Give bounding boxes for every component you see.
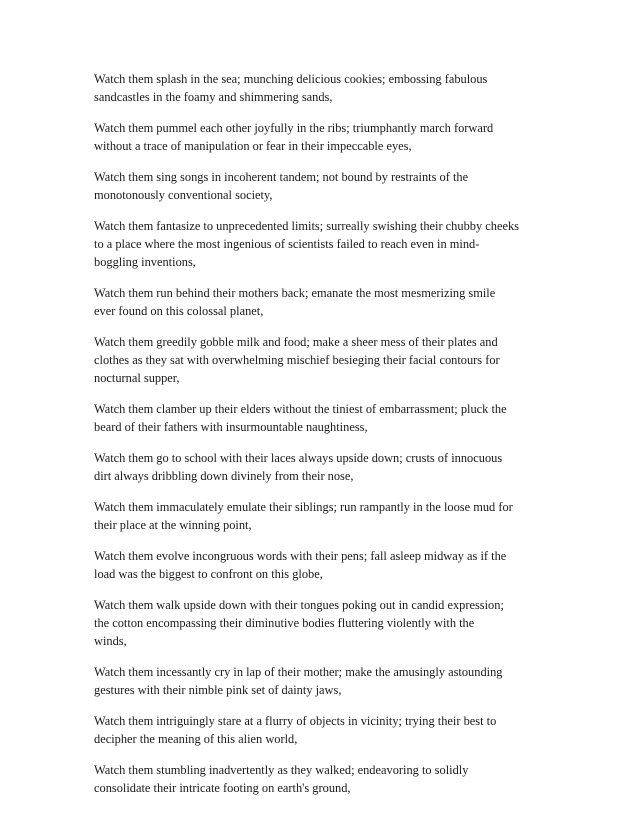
stanza-10 [94,547,554,583]
poem-line: Watch them run behind their mothers back; emanate the most mesmerizing smile [94,286,496,300]
poem-line: Watch them fantasize to unprecedented limits; surreally swishing their chubby cheeks [94,219,519,233]
poem-line: dirt always dribbling down divinely from their nose, [94,469,354,483]
poem-line: Watch them evolve incongruous words with their pens; fall asleep midway as if the [94,549,507,563]
poem-line: Watch them incessantly cry in lap of their mother; make the amusingly astounding [94,665,503,679]
stanza-12 [94,663,554,699]
poem-line: ever found on this colossal planet, [94,304,264,318]
poem-line: boggling inventions, [94,255,196,269]
poem-line: Watch them stumbling inadvertently as they walked; endeavoring to solidly [94,763,469,777]
poem-line: decipher the meaning of this alien world, [94,732,298,746]
poem-line: Watch them immaculately emulate their siblings; run rampantly in the loose mud for [94,500,513,514]
poem-line: their place at the winning point, [94,518,252,532]
poem-body [94,70,554,810]
poem-line: Watch them clamber up their elders without the tiniest of embarrassment; pluck the [94,402,507,416]
stanza-2 [94,119,554,155]
poem-line: Watch them go to school with their laces always upside down; crusts of innocuous [94,451,503,465]
poem-line: Watch them walk upside down with their tongues poking out in candid expression; [94,598,504,612]
stanza-14 [94,761,554,797]
stanza-7 [94,400,554,436]
poem-line: gestures with their nimble pink set of dainty jaws, [94,683,342,697]
poem-line: the cotton encompassing their diminutive bodies fluttering violently with the [94,616,475,630]
poem-line: beard of their fathers with insurmountable naughtiness, [94,420,368,434]
stanza-1 [94,70,554,106]
poem-line: clothes as they sat with overwhelming mischief besieging their facial contours for [94,353,500,367]
poem-line: nocturnal supper, [94,371,180,385]
poem-line: to a place where the most ingenious of scientists failed to reach even in mind- [94,237,480,251]
stanza-3 [94,168,554,204]
stanza-4 [94,217,554,271]
stanza-8 [94,449,554,485]
stanza-11 [94,596,554,650]
poem-line: consolidate their intricate footing on earth's ground, [94,781,351,795]
poem-line: winds, [94,634,127,648]
poem-line: Watch them pummel each other joyfully in the ribs; triumphantly march forward [94,121,494,135]
stanza-6 [94,333,554,387]
poem-line: Watch them sing songs in incoherent tandem; not bound by restraints of the [94,170,469,184]
poem-line: Watch them splash in the sea; munching delicious cookies; embossing fabulous [94,72,488,86]
stanza-9 [94,498,554,534]
stanza-5 [94,284,554,320]
poem-line: Watch them greedily gobble milk and food; make a sheer mess of their plates and [94,335,498,349]
stanza-13 [94,712,554,748]
poem-line: sandcastles in the foamy and shimmering sands, [94,90,333,104]
poem-line: monotonously conventional society, [94,188,273,202]
poem-line: Watch them intriguingly stare at a flurry of objects in vicinity; trying their best to [94,714,497,728]
poem-line: without a trace of manipulation or fear in their impeccable eyes, [94,139,412,153]
poem-line: load was the biggest to confront on this globe, [94,567,323,581]
